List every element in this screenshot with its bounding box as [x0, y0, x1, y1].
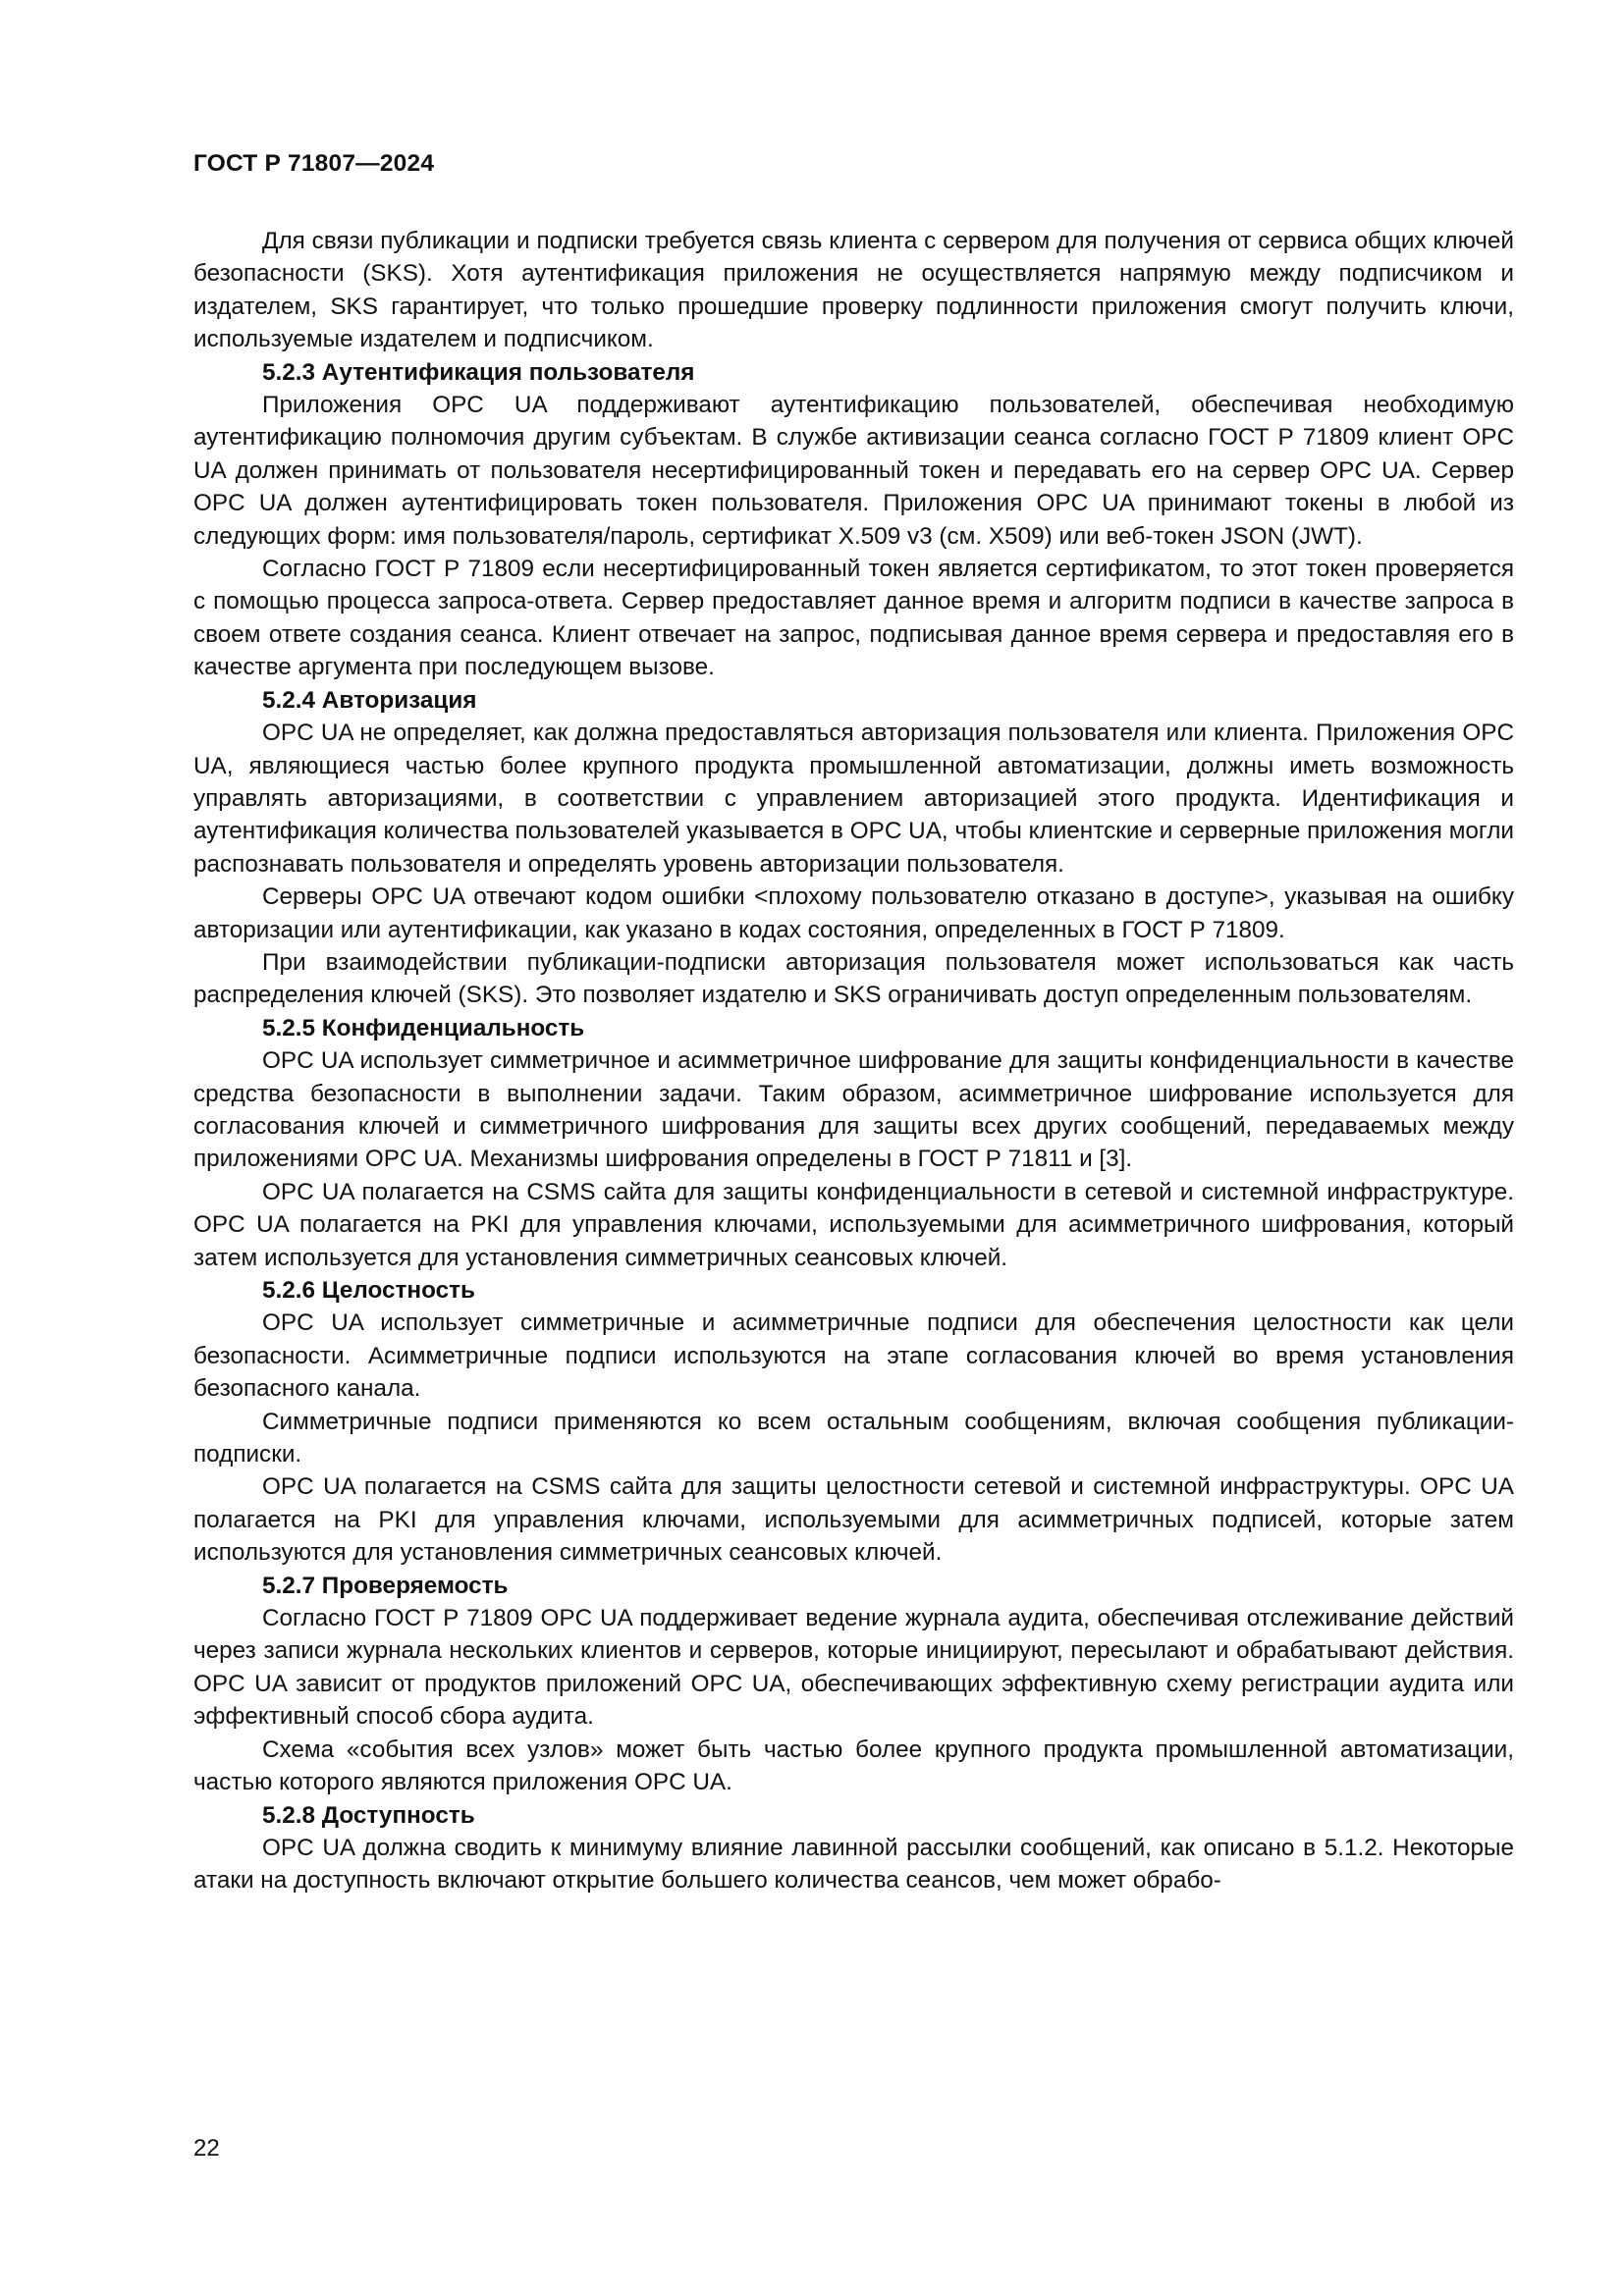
paragraph: OPC UA полагается на CSMS сайта для защиты конфиденциальности в сетевой и системной инфраструктуре. OPC UA полагается на PKI для управления ключами, используемыми для асимметричного шифрования, который затем используется для установления симметричных сеансовых ключей. [193, 1178, 1514, 1271]
paragraph: OPC UA использует симметричное и асимметричное шифрование для защиты конфиденциальности в качестве средства безопасности в выполнении задачи. Таким образом, асимметричное шифрование используется для согласования ключей и симметричного шифрования для защиты всех других сообщений, передаваемых между приложениями OPC UA. Механизмы шифрования определены в ГОСТ Р 71811 и [3]. [193, 1047, 1514, 1173]
document-header: ГОСТ Р 71807—2024 [193, 150, 435, 177]
paragraph: Согласно ГОСТ Р 71809 если несертифицированный токен является сертификатом, то этот токен проверяется с помощью процесса запроса-ответа. Сервер предоставляет данное время и алгоритм подписи в качестве запроса в своем ответе создания сеанса. Клиент отвечает на запрос, подписывая данное время сервера и предоставляя его в качестве аргумента при последующем вызове. [193, 556, 1514, 681]
paragraph: Серверы OPC UA отвечают кодом ошибки <плохому пользователю отказано в доступе>, указывая на ошибку авторизации или аутентификации, как указано в кодах состояния, определенных в ГОСТ Р 71809. [193, 883, 1514, 943]
paragraph: При взаимодействии публикации-подписки авторизация пользователя может использоваться как часть распределения ключей (SKS). Это позволяет издателю и SKS ограничивать доступ определенным пользователям. [193, 948, 1514, 1009]
intro-paragraph: Для связи публикации и подписки требуется связь клиента с сервером для получения от сервиса общих ключей безопасности (SKS). Хотя аутентификация приложения не осуществляется напрямую между подписчиком и издателем, SKS гарантирует, что только прошедшие проверку подлинности приложения смогут получить ключи, используемые издателем и подписчиком. [193, 228, 1514, 353]
paragraph: OPC UA должна сводить к минимуму влияние лавинной рассылки сообщений, как описано в 5.1.2. Некоторые атаки на доступность включают открытие большего количества сеансов, чем может обрабо- [193, 1834, 1514, 1895]
section-heading-5-2-8: 5.2.8 Доступность [262, 1801, 475, 1829]
paragraph: OPC UA использует симметричные и асимметричные подписи для обеспечения целостности как цели безопасности. Асимметричные подписи используются на этапе согласования ключей во время установления безопасного канала. [193, 1309, 1514, 1403]
paragraph: Симметричные подписи применяются ко всем остальным сообщениям, включая сообщения публикации-подписки. [193, 1408, 1514, 1468]
page-number: 22 [193, 2135, 220, 2162]
section-heading-5-2-4: 5.2.4 Авторизация [262, 686, 477, 714]
document-body [193, 225, 1514, 1897]
paragraph: Согласно ГОСТ Р 71809 OPC UA поддерживает ведение журнала аудита, обеспечивая отслеживание действий через записи журнала нескольких клиентов и серверов, которые инициируют, пересылают и обрабатывают действия. OPC UA зависит от продуктов приложений OPC UA, обеспечивающих эффективную схему регистрации аудита или эффективный способ сбора аудита. [193, 1605, 1514, 1731]
paragraph: Приложения OPC UA поддерживают аутентификацию пользователей, обеспечивая необходимую аутентификацию полномочия другим субъектам. В службе активизации сеанса согласно ГОСТ Р 71809 клиент OPC UA должен принимать от пользователя несертифицированный токен и передавать его на сервер OPC UA. Сервер OPC UA должен аутентифицировать токен пользователя. Приложения OPC UA принимают токены в любой из следующих форм: имя пользователя/пароль, сертификат X.509 v3 (см. X509) или веб-токен JSON (JWT). [193, 392, 1514, 550]
section-heading-5-2-6: 5.2.6 Целостность [262, 1277, 475, 1304]
section-heading-5-2-5: 5.2.5 Конфиденциальность [262, 1014, 585, 1041]
paragraph: OPC UA полагается на CSMS сайта для защиты целостности сетевой и системной инфраструктуры. OPC UA полагается на PKI для управления ключами, используемыми для асимметричных подписей, которые затем используются для установления симметричных сеансовых ключей. [193, 1473, 1514, 1567]
paragraph: OPC UA не определяет, как должна предоставляться авторизация пользователя или клиента. Приложения OPC UA, являющиеся частью более крупного продукта промышленной автоматизации, должны иметь возможность управлять авторизациями, в соответствии с управлением авторизацией этого продукта. Идентификация и аутентификация количества пользователей указывается в OPC UA, чтобы клиентские и серверные приложения могли распознавать пользователя и определять уровень авторизации пользователя. [193, 720, 1514, 878]
section-heading-5-2-3: 5.2.3 Аутентификация пользователя [262, 358, 695, 386]
section-heading-5-2-7: 5.2.7 Проверяемость [262, 1572, 509, 1599]
paragraph: Схема «события всех узлов» может быть частью более крупного продукта промышленной автоматизации, частью которого являются приложения OPC UA. [193, 1735, 1514, 1796]
